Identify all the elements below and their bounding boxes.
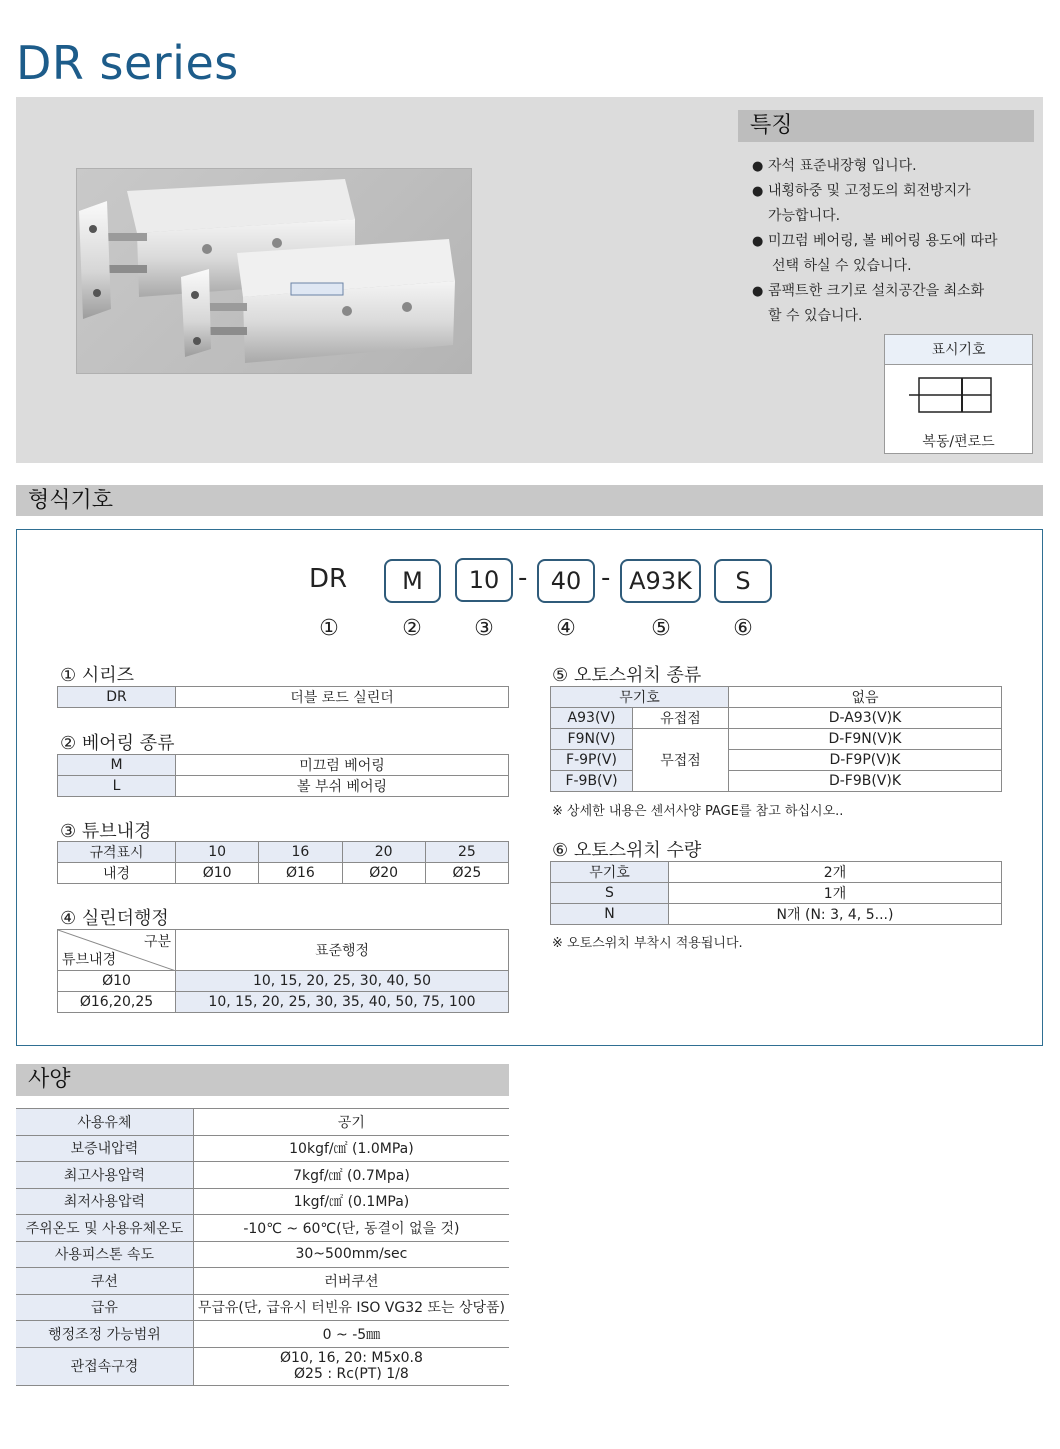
feature-item	[752, 179, 1032, 204]
feature-item	[752, 279, 1032, 304]
spec-value: 0 ~ -5㎜	[193, 1321, 509, 1348]
spec-key: 보증내압력	[16, 1135, 193, 1162]
double-acting-cylinder-symbol	[885, 365, 1034, 425]
cylinder-illustration	[77, 169, 472, 374]
symbol-caption: 복동/편로드	[922, 434, 995, 450]
switch-code: F9N(V)	[551, 729, 633, 750]
spec-key: 급유	[16, 1294, 193, 1321]
switch-type-note: ※ 상세한 내용은 센서사양 PAGE를 참고 하십시오..	[552, 804, 844, 819]
index-6: ⑥	[733, 616, 753, 641]
stroke-bore: Ø16,20,25	[58, 992, 176, 1013]
table-row	[58, 971, 509, 992]
switch-model: D-F9P(V)K	[729, 750, 1002, 771]
table-row	[16, 1347, 509, 1385]
tube-cell: Ø16	[259, 863, 342, 884]
qty-value: 1개	[669, 883, 1002, 904]
qty-value: 2개	[669, 862, 1002, 883]
spec-value: 무급유(단, 급유시 터빈유 ISO VG32 또는 상당품)	[193, 1294, 509, 1321]
spec-key: 사용피스톤 속도	[16, 1241, 193, 1268]
index-4: ④	[556, 616, 576, 641]
symbol-label: 표시기호	[885, 335, 1032, 365]
tube-header: 20	[342, 842, 425, 863]
port-line: Ø25 : Rc(PT) 1/8	[294, 1366, 409, 1382]
table-row	[551, 883, 1002, 904]
bearing-title: ② 베어링 종류	[60, 733, 175, 754]
switch-type-title: ⑤ 오토스위치 종류	[552, 665, 702, 686]
tube-header: 규격표시	[58, 842, 176, 863]
spec-value: 10kgf/㎠ (1.0MPa)	[193, 1135, 509, 1162]
tube-header: 25	[425, 842, 508, 863]
table-row	[58, 842, 509, 863]
spec-key: 쿠션	[16, 1268, 193, 1295]
qty-code: N	[551, 904, 669, 925]
code-stroke: 40	[537, 559, 595, 603]
tube-header: 16	[259, 842, 342, 863]
qty-value: N개 (N: 3, 4, 5...)	[669, 904, 1002, 925]
spec-value: 7kgf/㎠ (0.7Mpa)	[193, 1162, 509, 1189]
switch-contact: 유접점	[633, 708, 729, 729]
spec-value	[193, 1347, 509, 1385]
series-desc: 더블 로드 실린더	[176, 687, 509, 708]
table-row	[58, 930, 509, 971]
feature-item	[752, 229, 1032, 254]
table-row	[551, 862, 1002, 883]
code-bearing: M	[384, 559, 441, 603]
spec-key: 행정조정 가능범위	[16, 1321, 193, 1348]
series-code: DR	[58, 687, 176, 708]
switch-qty-title: ⑥ 오토스위치 수량	[552, 840, 702, 861]
table-row	[551, 750, 1002, 771]
table-row	[551, 729, 1002, 750]
feature-item	[752, 154, 1032, 179]
table-row	[16, 1215, 509, 1242]
table-row	[551, 904, 1002, 925]
index-5: ⑤	[651, 616, 671, 641]
table-row	[16, 1241, 509, 1268]
table-row	[16, 1188, 509, 1215]
table-row	[16, 1321, 509, 1348]
switch-contact: 무접점	[633, 729, 729, 792]
bearing-desc: 미끄럼 베어링	[176, 755, 509, 776]
feature-item-cont	[752, 204, 1032, 229]
table-row	[551, 687, 1002, 708]
table-row	[16, 1135, 509, 1162]
spec-value: 러버쿠션	[193, 1268, 509, 1295]
feature-text: 내횡하중 및 고정도의 회전방지가	[768, 183, 971, 199]
feature-text: 자석 표준내장형 입니다.	[768, 158, 917, 174]
spec-key: 최저사용압력	[16, 1188, 193, 1215]
stroke-values: 10, 15, 20, 25, 30, 35, 40, 50, 75, 100	[176, 992, 509, 1013]
table-row	[551, 708, 1002, 729]
qty-code: 무기호	[551, 862, 669, 883]
switch-model: D-F9N(V)K	[729, 729, 1002, 750]
table-row	[58, 863, 509, 884]
table-row	[16, 1268, 509, 1295]
code-dash: -	[518, 563, 528, 593]
stroke-corner-cell	[58, 930, 176, 971]
spec-value: -10℃ ~ 60℃(단, 동결이 없을 것)	[193, 1215, 509, 1242]
table-row	[58, 755, 509, 776]
switch-qty-table	[550, 861, 1002, 925]
bullet-icon: ●	[752, 284, 764, 299]
code-switch: A93K	[620, 559, 701, 603]
stroke-head: 표준행정	[176, 930, 509, 971]
spec-table	[16, 1108, 509, 1386]
switch-model: D-A93(V)K	[729, 708, 1002, 729]
symbol-box	[884, 334, 1033, 454]
code-dash: -	[601, 563, 611, 593]
spec-key: 사용유체	[16, 1109, 193, 1136]
spec-value: 30~500mm/sec	[193, 1241, 509, 1268]
table-row	[16, 1294, 509, 1321]
corner-top: 구분	[143, 934, 171, 950]
stroke-title: ④ 실린더행정	[60, 908, 169, 929]
stroke-bore: Ø10	[58, 971, 176, 992]
series-table	[57, 686, 509, 708]
feature-text: 가능합니다.	[768, 208, 841, 224]
features-list	[752, 154, 1032, 329]
model-prefix: DR	[309, 564, 348, 594]
table-row	[58, 776, 509, 797]
port-line: Ø10, 16, 20: M5x0.8	[279, 1350, 423, 1366]
tube-cell: 내경	[58, 863, 176, 884]
index-1: ①	[319, 616, 339, 641]
switch-code: F-9B(V)	[551, 771, 633, 792]
feature-text: 미끄럼 베어링, 볼 베어링 용도에 따라	[768, 233, 998, 249]
features-heading: 특징	[738, 110, 1034, 142]
spec-value: 공기	[193, 1109, 509, 1136]
switch-type-table	[550, 686, 1002, 792]
spec-key: 관접속구경	[16, 1347, 193, 1385]
tube-header: 10	[176, 842, 259, 863]
switch-code: A93(V)	[551, 708, 633, 729]
tube-title: ③ 튜브내경	[60, 821, 152, 842]
bearing-table	[57, 754, 509, 797]
table-row	[58, 687, 509, 708]
feature-item-cont	[752, 254, 1032, 279]
index-2: ②	[402, 616, 422, 641]
model-heading: 형식기호	[16, 485, 1043, 516]
table-row	[551, 771, 1002, 792]
spec-value: 1kgf/㎠ (0.1MPa)	[193, 1188, 509, 1215]
page-title: DR series	[16, 36, 239, 90]
stroke-values: 10, 15, 20, 25, 30, 40, 50	[176, 971, 509, 992]
bullet-icon: ●	[752, 184, 764, 199]
table-row	[16, 1162, 509, 1189]
spec-key: 주위온도 및 사용유체온도	[16, 1215, 193, 1242]
corner-bottom: 튜브내경	[62, 952, 117, 968]
series-title: ① 시리즈	[60, 665, 135, 686]
feature-text: 선택 하실 수 있습니다.	[772, 258, 912, 274]
tube-cell: Ø25	[425, 863, 508, 884]
switch-qty-note: ※ 오토스위치 부착시 적용됩니다.	[552, 936, 743, 951]
code-bore: 10	[455, 558, 513, 602]
feature-text: 콤팩트한 크기로 설치공간을 최소화	[768, 283, 985, 299]
stroke-table	[57, 929, 509, 1013]
code-qty: S	[714, 559, 772, 603]
bearing-desc: 볼 부쉬 베어링	[176, 776, 509, 797]
spec-key: 최고사용압력	[16, 1162, 193, 1189]
switch-model: D-F9B(V)K	[729, 771, 1002, 792]
tube-cell: Ø10	[176, 863, 259, 884]
index-3: ③	[474, 616, 494, 641]
switch-none-value: 없음	[729, 687, 1002, 708]
tube-table	[57, 841, 509, 884]
bearing-code: M	[58, 755, 176, 776]
switch-code: F-9P(V)	[551, 750, 633, 771]
feature-item-cont	[752, 304, 1032, 329]
feature-text: 할 수 있습니다.	[768, 308, 863, 324]
table-row	[16, 1109, 509, 1136]
bullet-icon: ●	[752, 159, 764, 174]
bearing-code: L	[58, 776, 176, 797]
tube-cell: Ø20	[342, 863, 425, 884]
switch-none-label: 무기호	[551, 687, 729, 708]
bullet-icon: ●	[752, 234, 764, 249]
qty-code: S	[551, 883, 669, 904]
spec-heading: 사양	[16, 1064, 509, 1096]
table-row	[58, 992, 509, 1013]
product-photo	[76, 168, 472, 374]
